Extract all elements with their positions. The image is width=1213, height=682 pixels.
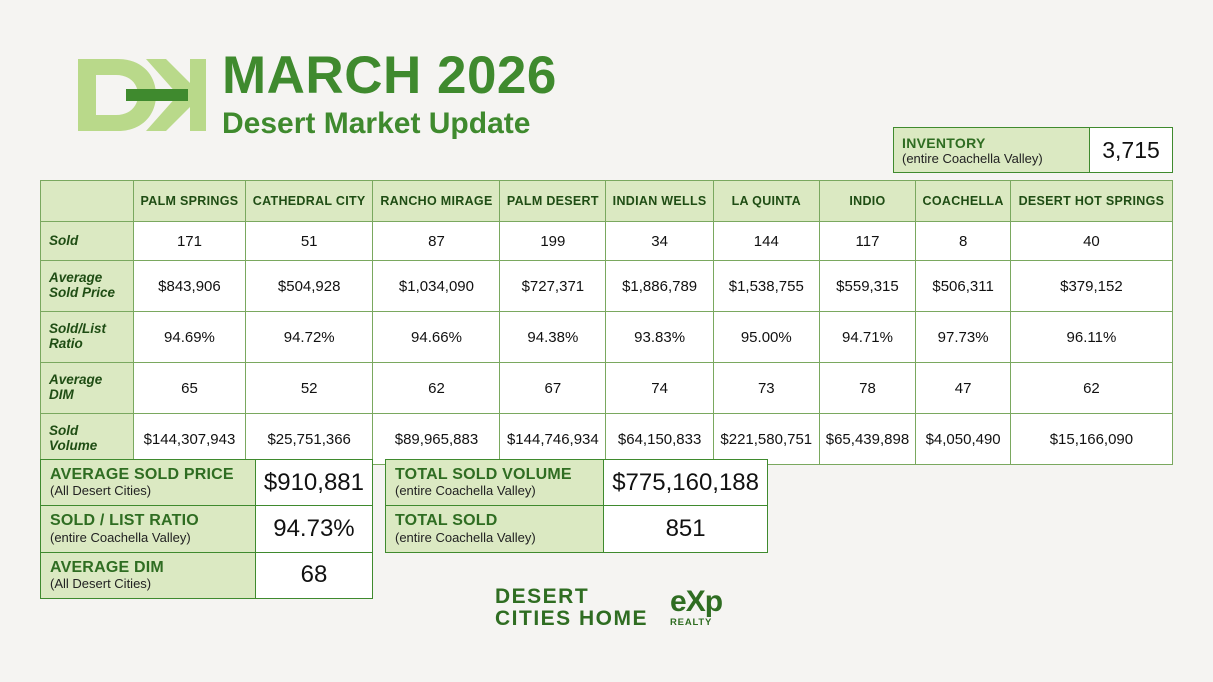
desert-cities-home-logo-icon (72, 53, 208, 137)
table-row-average-sold-price (41, 261, 1173, 312)
summary-label-sub: (entire Coachella Valley) (50, 529, 191, 545)
summary-row-average-sold-price (41, 460, 373, 506)
cell-avg-price-desert-hot-springs: $379,152 (1010, 261, 1172, 312)
inventory-label-title: INVENTORY (902, 134, 986, 151)
cell-volume-indian-wells: $64,150,833 (606, 414, 714, 465)
column-header-indian-wells: INDIAN WELLS (606, 181, 714, 222)
cell-sold-coachella: 8 (916, 222, 1010, 261)
cell-avg-price-palm-desert: $727,371 (500, 261, 606, 312)
cell-avg-price-coachella: $506,311 (916, 261, 1010, 312)
column-header-cathedral-city: CATHEDRAL CITY (245, 181, 373, 222)
inventory-box (893, 127, 1173, 173)
row-label-average-sold-price: Average Sold Price (41, 261, 134, 312)
page-title: MARCH 2026 (222, 46, 557, 105)
summary-label-sub: (entire Coachella Valley) (395, 529, 536, 545)
cell-avg-price-la-quinta: $1,538,755 (714, 261, 820, 312)
table-header-row (41, 181, 1173, 222)
cell-dim-desert-hot-springs: 62 (1010, 363, 1172, 414)
table-row-sold-volume (41, 414, 1173, 465)
cell-ratio-rancho-mirage: 94.66% (373, 312, 500, 363)
summary-label-total-sold (386, 506, 604, 552)
exp-subtext: REALTY (670, 617, 713, 629)
table-corner-cell (41, 181, 134, 222)
cell-avg-price-indio: $559,315 (819, 261, 916, 312)
cell-ratio-desert-hot-springs: 96.11% (1010, 312, 1172, 363)
cell-volume-indio: $65,439,898 (819, 414, 916, 465)
cell-sold-indian-wells: 34 (606, 222, 714, 261)
page-header (72, 48, 557, 142)
table-row-sold-list-ratio (41, 312, 1173, 363)
summary-label-title: TOTAL SOLD VOLUME (395, 466, 572, 483)
summary-left-table (40, 459, 373, 599)
cell-dim-coachella: 47 (916, 363, 1010, 414)
cell-volume-palm-desert: $144,746,934 (500, 414, 606, 465)
column-header-rancho-mirage: RANCHO MIRAGE (373, 181, 500, 222)
summary-right-table (385, 459, 768, 553)
exp-realty-logo (670, 584, 723, 629)
table-header (41, 181, 1173, 222)
summary-label-average-sold-price (41, 460, 256, 506)
summary-label-title: AVERAGE SOLD PRICE (50, 466, 234, 483)
title-block (222, 48, 557, 142)
desert-cities-home-wordmark (495, 586, 648, 630)
summary-row-total-sold-volume (386, 460, 768, 506)
cell-sold-palm-desert: 199 (500, 222, 606, 261)
inventory-label (894, 128, 1090, 172)
cell-dim-cathedral-city: 52 (245, 363, 373, 414)
summary-value-average-sold-price: $910,881 (255, 460, 372, 506)
footer-logos (495, 586, 722, 630)
table-body (41, 222, 1173, 465)
cell-dim-palm-desert: 67 (500, 363, 606, 414)
summary-value-average-dim: 68 (255, 552, 372, 598)
table-row-sold (41, 222, 1173, 261)
summary-row-total-sold (386, 506, 768, 552)
exp-wordmark: eXp (670, 584, 723, 618)
summary-label-sub: (All Desert Cities) (50, 576, 152, 592)
cell-dim-indio: 78 (819, 363, 916, 414)
summary-label-average-dim (41, 552, 256, 598)
cell-volume-palm-springs: $144,307,943 (134, 414, 246, 465)
cell-ratio-coachella: 97.73% (916, 312, 1010, 363)
cell-ratio-cathedral-city: 94.72% (245, 312, 373, 363)
cell-volume-desert-hot-springs: $15,166,090 (1010, 414, 1172, 465)
cell-ratio-palm-springs: 94.69% (134, 312, 246, 363)
cell-dim-indian-wells: 74 (606, 363, 714, 414)
cell-sold-rancho-mirage: 87 (373, 222, 500, 261)
summary-label-sub: (entire Coachella Valley) (395, 483, 536, 499)
summary-value-total-sold: 851 (604, 506, 768, 552)
summary-row-average-dim (41, 552, 373, 598)
cell-ratio-palm-desert: 94.38% (500, 312, 606, 363)
summary-label-sub: (All Desert Cities) (50, 483, 152, 499)
summary-label-title: SOLD / LIST RATIO (50, 512, 199, 530)
brand-line-1: DESERT (495, 585, 590, 608)
cell-ratio-indio: 94.71% (819, 312, 916, 363)
row-label-sold-list-ratio: Sold/List Ratio (41, 312, 134, 363)
column-header-coachella: COACHELLA (916, 181, 1010, 222)
column-header-desert-hot-springs: DESERT HOT SPRINGS (1010, 181, 1172, 222)
cell-volume-rancho-mirage: $89,965,883 (373, 414, 500, 465)
market-stats-table (40, 180, 1173, 465)
cell-ratio-la-quinta: 95.00% (714, 312, 820, 363)
summary-label-title: AVERAGE DIM (50, 558, 164, 576)
cell-dim-rancho-mirage: 62 (373, 363, 500, 414)
summary-label-title: TOTAL SOLD (395, 512, 498, 530)
cell-sold-cathedral-city: 51 (245, 222, 373, 261)
column-header-palm-springs: PALM SPRINGS (134, 181, 246, 222)
table-row-average-dim (41, 363, 1173, 414)
row-label-average-dim: Average DIM (41, 363, 134, 414)
brand-line-2: CITIES HOME (495, 607, 649, 631)
inventory-label-sub: (entire Coachella Valley) (902, 150, 1043, 166)
cell-dim-la-quinta: 73 (714, 363, 820, 414)
cell-sold-la-quinta: 144 (714, 222, 820, 261)
summary-label-sold-list-ratio (41, 506, 256, 552)
column-header-la-quinta: LA QUINTA (714, 181, 820, 222)
inventory-value: 3,715 (1102, 136, 1160, 163)
cell-avg-price-rancho-mirage: $1,034,090 (373, 261, 500, 312)
column-header-indio: INDIO (819, 181, 916, 222)
summary-label-total-sold-volume (386, 460, 604, 506)
cell-volume-cathedral-city: $25,751,366 (245, 414, 373, 465)
cell-avg-price-indian-wells: $1,886,789 (606, 261, 714, 312)
row-label-sold-volume: Sold Volume (41, 414, 134, 465)
cell-sold-palm-springs: 171 (134, 222, 246, 261)
cell-avg-price-cathedral-city: $504,928 (245, 261, 373, 312)
cell-volume-la-quinta: $221,580,751 (714, 414, 820, 465)
cell-avg-price-palm-springs: $843,906 (134, 261, 246, 312)
column-header-palm-desert: PALM DESERT (500, 181, 606, 222)
cell-dim-palm-springs: 65 (134, 363, 246, 414)
page-subtitle: Desert Market Update (222, 106, 531, 140)
summary-row-sold-list-ratio (41, 506, 373, 552)
summary-value-total-sold-volume: $775,160,188 (604, 460, 768, 506)
cell-sold-desert-hot-springs: 40 (1010, 222, 1172, 261)
summary-value-sold-list-ratio: 94.73% (255, 506, 372, 552)
cell-sold-indio: 117 (819, 222, 916, 261)
row-label-sold: Sold (41, 222, 134, 261)
cell-ratio-indian-wells: 93.83% (606, 312, 714, 363)
cell-volume-coachella: $4,050,490 (916, 414, 1010, 465)
